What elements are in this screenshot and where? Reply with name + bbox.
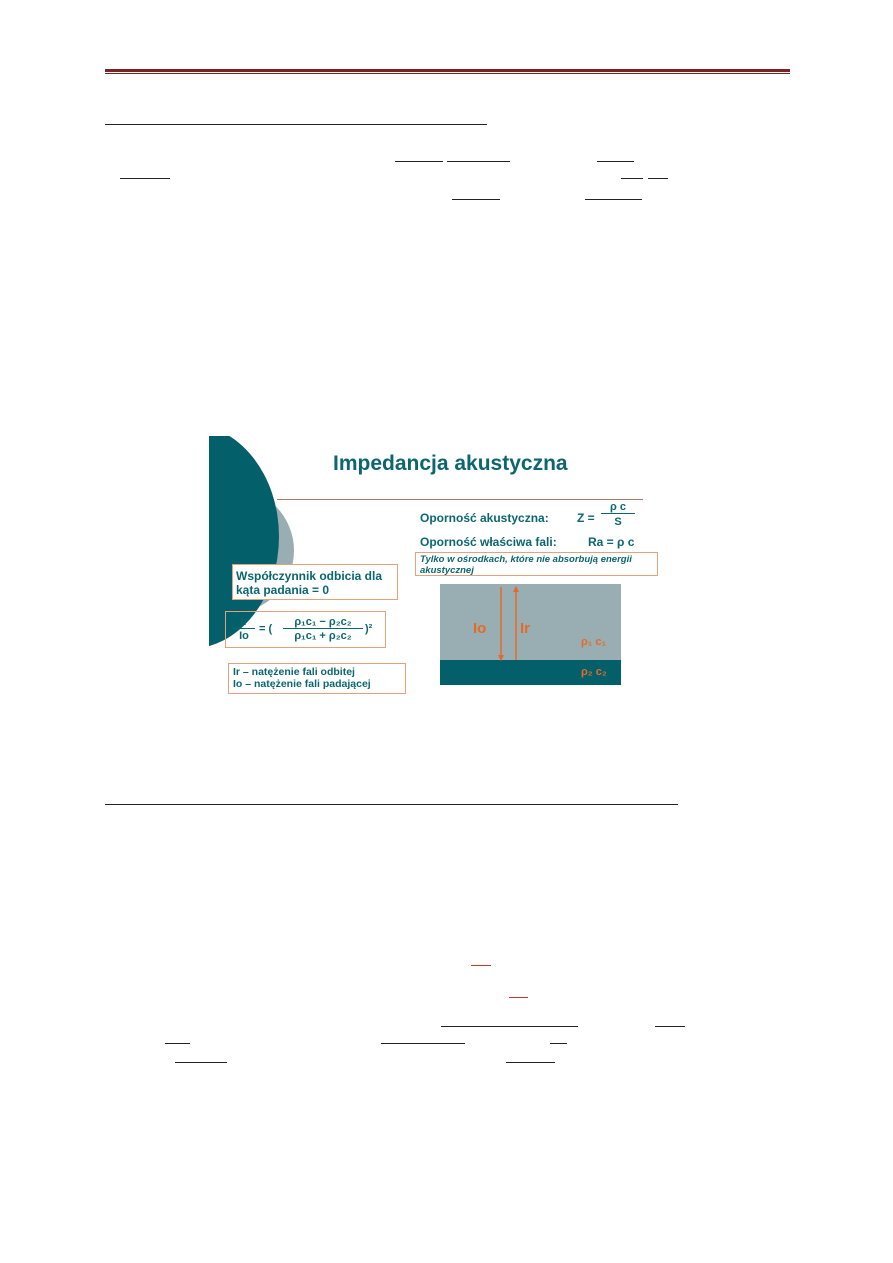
medium-2-label: ρ₂ c₂ [581, 666, 607, 678]
text-underline [165, 1043, 190, 1044]
text-underline-red [509, 997, 528, 998]
heading-underline-2 [105, 804, 678, 805]
text-underline [597, 161, 634, 162]
text-underline [120, 178, 170, 179]
text-underline [648, 178, 668, 179]
medium-1-label: ρ₁ c₁ [581, 636, 607, 648]
note-box [415, 552, 658, 576]
text-underline [585, 199, 642, 200]
text-underline [447, 161, 510, 162]
io-label: Io [473, 620, 487, 637]
ra-formula: Ra = ρ c [588, 535, 635, 549]
slide-title: Impedancja akustyczna [333, 452, 568, 475]
text-underline [441, 1026, 578, 1027]
coefficient-line2: kąta padania = 0 [236, 583, 330, 597]
text-underline-red [471, 965, 491, 966]
header-rule [105, 69, 790, 72]
z-prefix: Z = [577, 511, 595, 525]
ratio-denominator: Io [239, 630, 249, 642]
legend-box [228, 663, 406, 694]
slide-image [209, 436, 664, 716]
heading-underline [105, 124, 487, 125]
acoustic-resistance-label: Oporność akustyczna: [420, 511, 549, 525]
z-numerator: ρ c [601, 501, 635, 514]
title-rule [277, 499, 643, 500]
text-underline [655, 1026, 685, 1027]
text-underline [550, 1043, 567, 1044]
text-underline [175, 1062, 227, 1063]
header-rule-thin [105, 73, 790, 74]
legend-io: Io – natężenie fali padającej [233, 678, 371, 690]
close-paren-squared: )² [365, 623, 373, 635]
coefficient-box [232, 564, 398, 600]
text-underline [506, 1062, 555, 1063]
text-underline [395, 161, 443, 162]
note-text: Tylko w ośrodkach, które nie absorbują energii akustycznej [420, 554, 632, 576]
reflection-diagram [440, 584, 621, 685]
expr-denominator: ρ₁c₁ + ρ₂c₂ [294, 630, 352, 642]
text-underline [452, 199, 500, 200]
expr-numerator: ρ₁c₁ − ρ₂c₂ [283, 616, 363, 629]
z-denominator: S [614, 516, 622, 528]
ir-label: Ir [520, 620, 531, 637]
text-underline [621, 178, 643, 179]
text-underline [381, 1043, 465, 1044]
coefficient-line1: Współczynnik odbicia dla [236, 569, 383, 583]
formula-box [225, 611, 386, 648]
equals-paren: = ( [259, 623, 273, 635]
legend-ir: Ir – natężenie fali odbitej [233, 666, 355, 678]
specific-resistance-label: Oporność właściwa fali: [420, 535, 557, 549]
ratio-numerator: Ir [233, 616, 255, 629]
